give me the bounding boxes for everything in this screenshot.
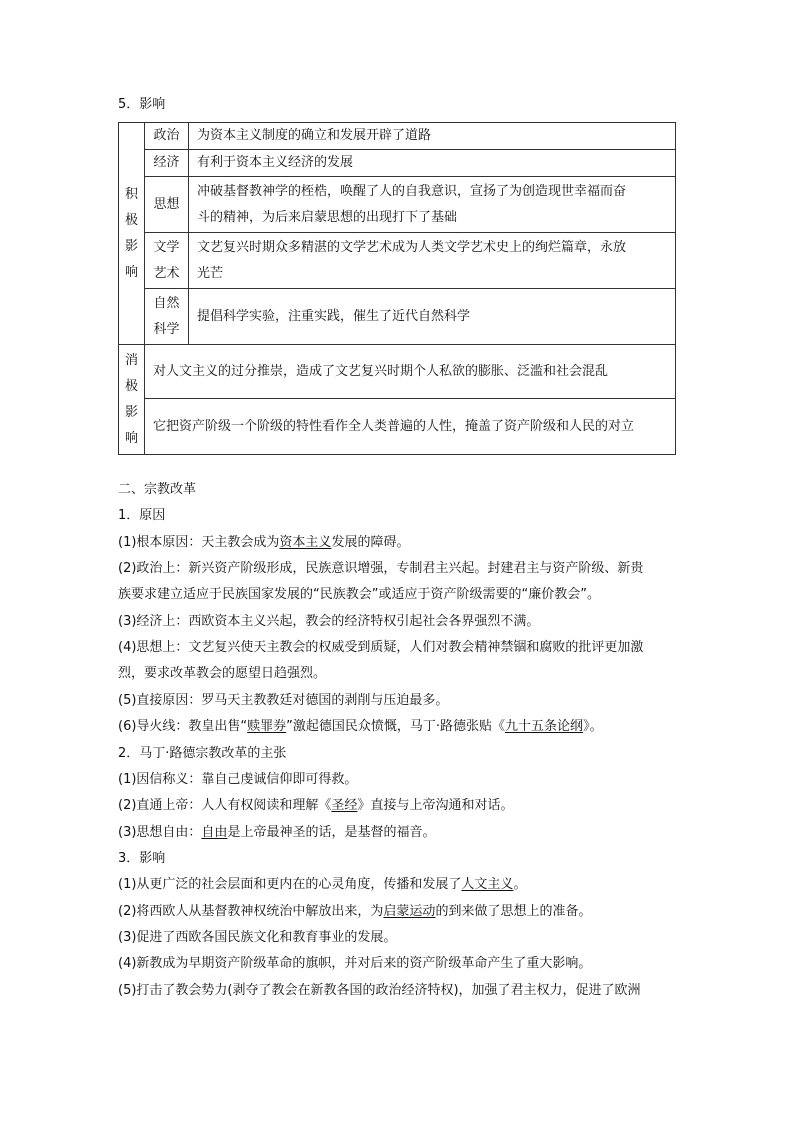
paragraph: (4)思想上：文艺复兴使天主教会的权威受到质疑，人们对教会精神禁锢和腐败的批评更加激 — [118, 640, 644, 655]
table-row — [119, 177, 676, 233]
negative-label: 消 极 影 响 — [119, 345, 145, 455]
cause-heading: 1．原因 — [118, 508, 166, 523]
row-label: 思想 — [145, 177, 189, 233]
effect-heading: 3．影响 — [118, 851, 166, 866]
row-label: 政治 — [145, 123, 189, 150]
paragraph: (2)政治上：新兴资产阶级形成，民族意识增强，专制君主兴起。封建君主与资产阶级、新贵 — [118, 561, 644, 576]
paragraph: (2)将西欧人从基督教神权统治中解放出来，为启蒙运动的到来做了思想上的准备。 — [118, 904, 592, 919]
row-text: 提倡科学实验，注重实践，催生了近代自然科学 — [189, 289, 676, 345]
row-text: 文艺复兴时期众多精湛的文学艺术成为人类文学艺术史上的绚烂篇章，永放 光芒 — [189, 233, 676, 289]
paragraph: (2)直通上帝：人人有权阅读和理解《圣经》直接与上帝沟通和对话。 — [118, 798, 514, 813]
table-row — [119, 150, 676, 177]
row-text: 对人文主义的过分推崇，造成了文艺复兴时期个人私欲的膨胀、泛滥和社会混乱 — [145, 345, 676, 399]
paragraph: (3)经济上：西欧资本主义兴起，教会的经济特权引起社会各界强烈不满。 — [118, 614, 540, 629]
row-text: 有利于资本主义经济的发展 — [189, 150, 676, 177]
paragraph: (1)根本原因：天主教会成为资本主义发展的障碍。 — [118, 535, 410, 550]
table-row — [119, 233, 676, 289]
table-row — [119, 123, 676, 150]
row-label: 自然 科学 — [145, 289, 189, 345]
paragraph: (3)促进了西欧各国民族文化和教育事业的发展。 — [118, 930, 397, 945]
row-text: 冲破基督教神学的桎梏，唤醒了人的自我意识，宣扬了为创造现世幸福而奋 斗的精神，为后来启蒙思想的出现打下了基础 — [189, 177, 676, 233]
positive-label: 积 极 影 响 — [119, 123, 145, 345]
paragraph: (6)导火线：教皇出售“赎罪券”激起德国民众愤慨，马丁·路德张贴《九十五条论纲》。 — [118, 719, 603, 734]
row-label: 经济 — [145, 150, 189, 177]
row-text: 为资本主义制度的确立和发展开辟了道路 — [189, 123, 676, 150]
row-text: 它把资产阶级一个阶级的特性看作全人类普遍的人性，掩盖了资产阶级和人民的对立 — [145, 399, 676, 455]
row-label: 文学 艺术 — [145, 233, 189, 289]
paragraph: (1)从更广泛的社会层面和更内在的心灵角度，传播和发展了人文主义。 — [118, 877, 527, 892]
table-row — [119, 289, 676, 345]
paragraph: (5)打击了教会势力(剥夺了教会在新教各国的政治经济特权)，加强了君主权力，促进了欧洲 — [118, 983, 641, 998]
luther-heading: 2．马丁·路德宗教改革的主张 — [118, 746, 287, 761]
paragraph: (5)直接原因：罗马天主教教廷对德国的剥削与压迫最多。 — [118, 693, 449, 708]
section-title: 二、宗教改革 — [118, 482, 197, 497]
table-row — [119, 345, 676, 399]
paragraph: (3)思想自由：自由是上帝最神圣的话，是基督的福音。 — [118, 825, 436, 840]
impact-table — [118, 122, 676, 455]
table-row — [119, 399, 676, 455]
paragraph: (1)因信称义：靠自己虔诚信仰即可得救。 — [118, 772, 358, 787]
paragraph: 族要求建立适应于民族国家发展的“民族教会”或适应于资产阶级需要的“廉价教会”。 — [118, 587, 600, 602]
paragraph: 烈，要求改革教会的愿望日趋强烈。 — [118, 666, 327, 681]
paragraph: (4)新教成为早期资产阶级革命的旗帜，并对后来的资产阶级革命产生了重大影响。 — [118, 956, 592, 971]
impact-heading: 5．影响 — [118, 97, 166, 112]
